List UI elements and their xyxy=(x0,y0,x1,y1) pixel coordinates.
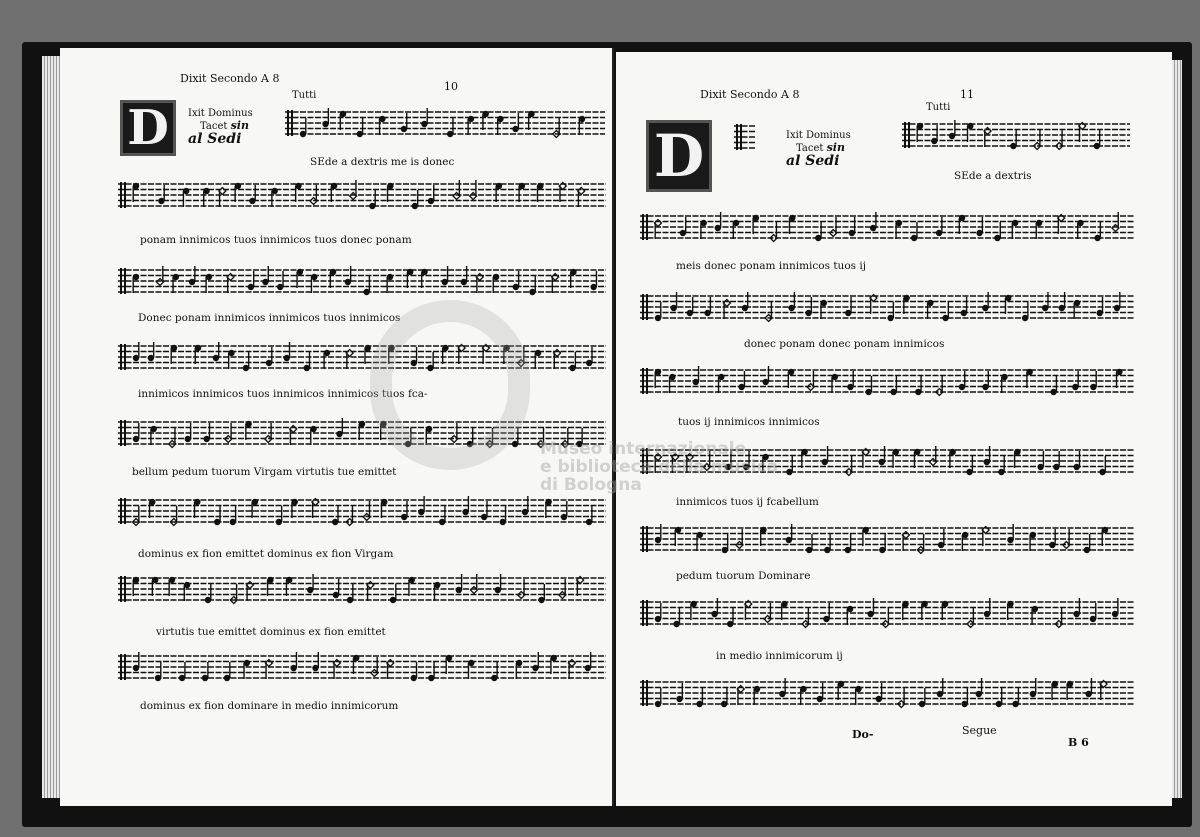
left-running-head: Dixit Secondo A 8 xyxy=(180,72,280,85)
lyric-line: Donec ponam innimicos innimicos tuos innimicos xyxy=(138,312,401,324)
left-tutti-marker: Tutti xyxy=(292,90,317,101)
music-staff xyxy=(118,178,606,212)
lyric-line: bellum pedum tuorum Virgam virtutis tue emittet xyxy=(132,466,397,478)
left-initial-letter: D xyxy=(120,100,176,156)
clef-mark xyxy=(120,344,122,370)
catchword-do: Do- xyxy=(852,728,874,741)
page-edges-left xyxy=(42,56,60,798)
staff-notation-svg xyxy=(640,364,1134,398)
clef-mark xyxy=(124,498,126,524)
lyric-line: meis donec ponam innimicos tuos ij xyxy=(676,260,866,272)
staff-notation-svg xyxy=(118,416,606,450)
music-staff xyxy=(118,264,606,298)
clef-mark xyxy=(642,448,644,474)
staff-notation-svg xyxy=(640,210,1134,244)
clef-mark xyxy=(124,420,126,446)
music-staff xyxy=(640,444,1134,478)
lyric-line: ponam innimicos tuos innimicos tuos donec ponam xyxy=(140,234,412,246)
lyric-line: SEde a dextris me is donec xyxy=(310,156,455,168)
watermark-line: e biblioteca della musica xyxy=(540,457,779,477)
clef-mark xyxy=(646,526,648,552)
clef-mark xyxy=(124,654,126,680)
clef-mark xyxy=(120,420,122,446)
music-staff xyxy=(640,210,1134,244)
staff-notation-svg xyxy=(118,340,606,374)
lyric-line: SEde a dextris xyxy=(954,170,1032,182)
lyric-line: innimicos innimicos tuos innimicos innimicos tuos fca- xyxy=(138,388,428,400)
left-page xyxy=(60,48,614,806)
clef-mark xyxy=(642,600,644,626)
clef-mark xyxy=(646,294,648,320)
staff-notation-svg xyxy=(640,290,1134,324)
music-staff xyxy=(640,522,1134,556)
staff-notation-svg xyxy=(118,572,606,606)
right-running-head: Dixit Secondo A 8 xyxy=(700,88,800,101)
music-staff xyxy=(118,650,606,684)
clef-mark xyxy=(646,214,648,240)
page-edges-right xyxy=(1172,60,1182,798)
staff-notation-svg xyxy=(118,650,606,684)
clef-mark xyxy=(642,526,644,552)
clef-mark xyxy=(904,122,906,148)
staff-notation-svg xyxy=(285,106,605,140)
staff-notation-svg xyxy=(640,596,1134,630)
incipit-text: Ixit Dominus xyxy=(188,108,253,119)
lyric-line: pedum tuorum Dominare xyxy=(676,570,811,582)
clef-mark xyxy=(642,294,644,320)
clef-mark xyxy=(646,448,648,474)
clef-mark xyxy=(740,124,742,150)
music-staff xyxy=(640,290,1134,324)
lyric-line: dominus ex fion dominare in medio innimicorum xyxy=(140,700,399,712)
staff-notation-svg xyxy=(640,522,1134,556)
clef-mark xyxy=(736,124,738,150)
clef-mark xyxy=(908,122,910,148)
staff-notation-svg xyxy=(118,178,606,212)
incipit-sin: sin xyxy=(230,119,249,132)
staff-notation-svg xyxy=(118,264,606,298)
right-tutti-marker: Tutti xyxy=(926,102,951,113)
incipit-text: Ixit Dominus xyxy=(786,130,851,141)
clef-mark xyxy=(124,182,126,208)
clef-mark xyxy=(120,182,122,208)
music-staff xyxy=(285,106,605,140)
clef-mark xyxy=(120,576,122,602)
incipit-sin: sin xyxy=(826,141,845,154)
clef-mark xyxy=(124,344,126,370)
left-incipit xyxy=(188,108,253,145)
clef-mark xyxy=(291,110,293,136)
lyric-line: virtutis tue emittet dominus ex fion emittet xyxy=(156,626,386,638)
music-staff xyxy=(118,340,606,374)
catchword-segue: Segue xyxy=(962,724,997,737)
watermark-line: Museo internazionale xyxy=(540,439,747,459)
clef-mark xyxy=(646,600,648,626)
incipit-tacet: Tacet xyxy=(796,143,824,154)
incipit-al-sedi: al Sedi xyxy=(786,153,840,169)
lyric-line: dominus ex fion emittet dominus ex fion Virgam xyxy=(138,548,394,560)
clef-mark xyxy=(642,680,644,706)
incipit-tacet: Tacet xyxy=(200,121,228,132)
lyric-line: tuos ij innimicos innimicos xyxy=(678,416,820,428)
incipit-al-sedi: al Sedi xyxy=(188,131,242,147)
right-incipit xyxy=(786,130,851,167)
clef-mark xyxy=(120,268,122,294)
clef-mark xyxy=(642,368,644,394)
music-staff xyxy=(640,364,1134,398)
music-staff xyxy=(118,494,606,528)
music-staff xyxy=(640,676,1134,710)
lyric-line: in medio innimicorum ij xyxy=(716,650,843,662)
right-folio: 11 xyxy=(960,88,974,101)
lyric-line: innimicos tuos ij fcabellum xyxy=(676,496,819,508)
clef-mark xyxy=(120,498,122,524)
music-staff xyxy=(640,596,1134,630)
clef-mark xyxy=(124,268,126,294)
gathering-signature: B 6 xyxy=(1068,736,1089,749)
staff-notation-svg xyxy=(640,676,1134,710)
staff-notation-svg xyxy=(640,444,1134,478)
right-page xyxy=(616,52,1172,806)
staff-notation-svg xyxy=(118,494,606,528)
lyric-line: donec ponam donec ponam innimicos xyxy=(744,338,945,350)
music-staff xyxy=(118,416,606,450)
clef-mark xyxy=(287,110,289,136)
clef-mark xyxy=(646,680,648,706)
music-staff xyxy=(734,120,756,154)
right-initial-letter: D xyxy=(646,120,712,192)
staff-notation-svg xyxy=(734,120,756,154)
watermark-line: di Bologna xyxy=(540,475,642,495)
clef-mark xyxy=(120,654,122,680)
clef-mark xyxy=(124,576,126,602)
left-folio: 10 xyxy=(444,80,458,93)
music-staff xyxy=(118,572,606,606)
staff-notation-svg xyxy=(902,118,1130,152)
clef-mark xyxy=(642,214,644,240)
music-staff xyxy=(902,118,1130,152)
clef-mark xyxy=(646,368,648,394)
